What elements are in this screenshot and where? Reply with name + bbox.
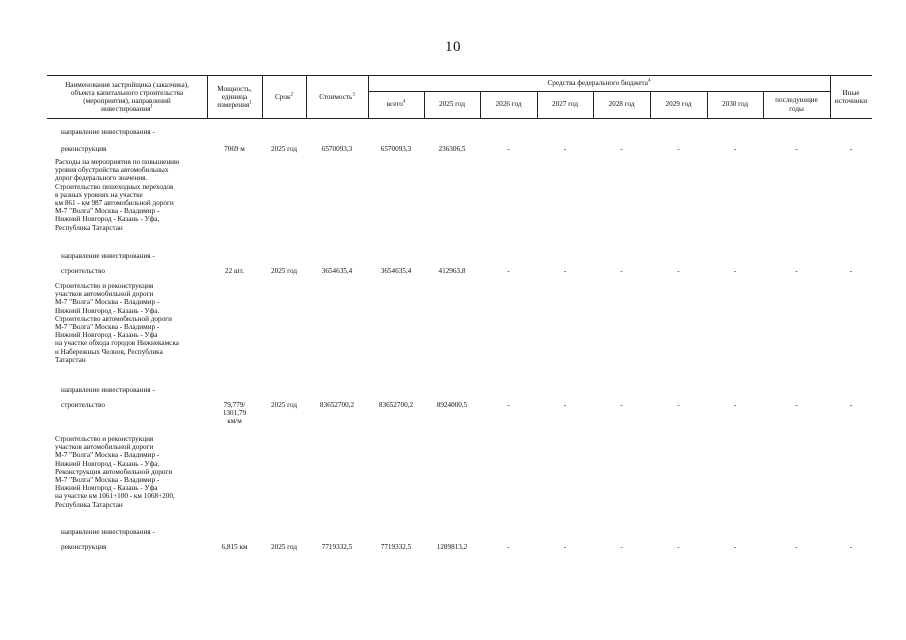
capacity-value: 79,779/ 1301,79 км/м xyxy=(222,401,247,426)
year-2026-value: - xyxy=(507,543,510,551)
year-2028-value: - xyxy=(620,145,623,153)
cost-value: 7719332,5 xyxy=(321,543,353,551)
header-name: Наименования застройщика (заказчика), объекта капитального строительства (мероприятия), направлений инвестирования$^1$ xyxy=(65,80,189,114)
year-2029-value: - xyxy=(677,401,680,409)
capacity-value: 6,815 км xyxy=(221,543,248,551)
year-2027-value: - xyxy=(563,543,567,551)
header-capacity: Мощность, единица измерения$^1$ xyxy=(217,84,252,110)
capacity-value: 7069 м xyxy=(224,145,245,153)
year-2025-value: 236306,5 xyxy=(438,145,466,153)
total-value: 6570093,3 xyxy=(380,145,412,153)
year-2027-value: - xyxy=(563,401,567,409)
object-description: Расходы на мероприятия по повышению уровня обустройства автомобильных дорог федерального значения. Строительство пешеходных переходов в разных уровнях на участке км 861 - км 987 автомобильной дороги М-7 "Волга" Москва - Владимир - Нижний Новгород - Казань - Уфа, Республика Татарстан xyxy=(55,158,180,232)
header-year-2027: 2027 год xyxy=(552,100,578,109)
header-other-sources: Иные источники xyxy=(834,88,868,105)
header-year-2029: 2029 год xyxy=(665,100,692,109)
later-years-value: - xyxy=(795,543,798,551)
investment-direction-label: направление инвестирования - xyxy=(61,252,155,260)
term-value: 2025 год xyxy=(271,401,297,409)
total-value: 3654635,4 xyxy=(380,267,412,275)
year-2028-value: - xyxy=(620,401,623,409)
header-year-2025: 2025 год xyxy=(439,100,465,109)
investment-direction-type: строительство xyxy=(61,267,105,275)
year-2030-value: - xyxy=(733,267,737,275)
year-2026-value: - xyxy=(507,145,510,153)
year-2026-value: - xyxy=(507,401,510,409)
table-body xyxy=(47,117,872,637)
year-2029-value: - xyxy=(677,543,680,551)
header-term: Срок$^2$ xyxy=(275,92,293,101)
investment-direction-label: направление инвестирования - xyxy=(61,128,155,136)
year-2030-value: - xyxy=(733,145,737,153)
total-value: 83652700,2 xyxy=(378,401,414,409)
header-cost: Стоимость$^3$ xyxy=(319,92,355,101)
cost-value: 3654635,4 xyxy=(321,267,353,275)
investment-direction-type: реконструкция xyxy=(61,543,107,551)
year-2025-value: 412963,8 xyxy=(438,267,466,275)
term-value: 2025 год xyxy=(271,543,297,551)
investment-direction-label: направление инвестирования - xyxy=(61,528,155,536)
header-year-2026: 2026 год xyxy=(495,100,522,109)
object-description: Строительство и реконструкция участков автомобильной дороги М-7 "Волга" Москва - Владимир - Нижний Новгород - Казань - Уфа. Реконструкция автомобильной дороги М-7 "Волга" Москва - Владимир - Нижний Новгород - Казань - Уфа на участке км 1061+100 - км 1068+200, Республика Татарстан xyxy=(55,435,175,509)
cost-value: 6570093,3 xyxy=(321,145,353,153)
year-2030-value: - xyxy=(733,543,737,551)
term-value: 2025 год xyxy=(271,145,297,153)
year-2029-value: - xyxy=(677,267,680,275)
year-2025-value: 8924000,5 xyxy=(436,401,468,409)
page-number: 10 xyxy=(445,39,461,55)
later-years-value: - xyxy=(795,267,798,275)
year-2027-value: - xyxy=(563,145,567,153)
investment-direction-type: строительство xyxy=(61,401,105,409)
header-year-2028: 2028 год xyxy=(608,100,635,109)
year-2030-value: - xyxy=(733,401,737,409)
table-header xyxy=(47,75,872,119)
other-sources-value: - xyxy=(849,145,853,153)
year-2028-value: - xyxy=(620,543,623,551)
header-later-years: последующие годы xyxy=(775,96,818,113)
other-sources-value: - xyxy=(849,401,853,409)
year-2029-value: - xyxy=(677,145,680,153)
other-sources-value: - xyxy=(849,267,853,275)
term-value: 2025 год xyxy=(271,267,297,275)
year-2026-value: - xyxy=(507,267,510,275)
year-2025-value: 1289813,2 xyxy=(436,543,468,551)
other-sources-value: - xyxy=(849,543,853,551)
capacity-value: 22 шт. xyxy=(225,267,244,275)
header-total: всего$^4$ xyxy=(386,100,406,109)
investment-direction-label: направление инвестирования - xyxy=(61,386,155,394)
later-years-value: - xyxy=(795,401,798,409)
year-2028-value: - xyxy=(620,267,623,275)
header-year-2030: 2030 год xyxy=(722,100,748,109)
later-years-value: - xyxy=(795,145,798,153)
cost-value: 83652700,2 xyxy=(319,401,355,409)
total-value: 7719332,5 xyxy=(380,543,412,551)
object-description: Строительство и реконструкция участков автомобильной дороги М-7 "Волга" Москва - Владимир - Нижний Новгород - Казань - Уфа. Строительство автомобильной дороги М-7 "Волга" Москва - Владимир - Нижний Новгород - Казань - Уфа на участке обхода городов Нижнекамска и Набережных Челнов, Республика Татарстан xyxy=(55,282,179,364)
investment-direction-type: реконструкция xyxy=(61,145,107,153)
header-federal-budget: Средства федерального бюджета$^4$ xyxy=(547,79,651,88)
year-2027-value: - xyxy=(563,267,567,275)
